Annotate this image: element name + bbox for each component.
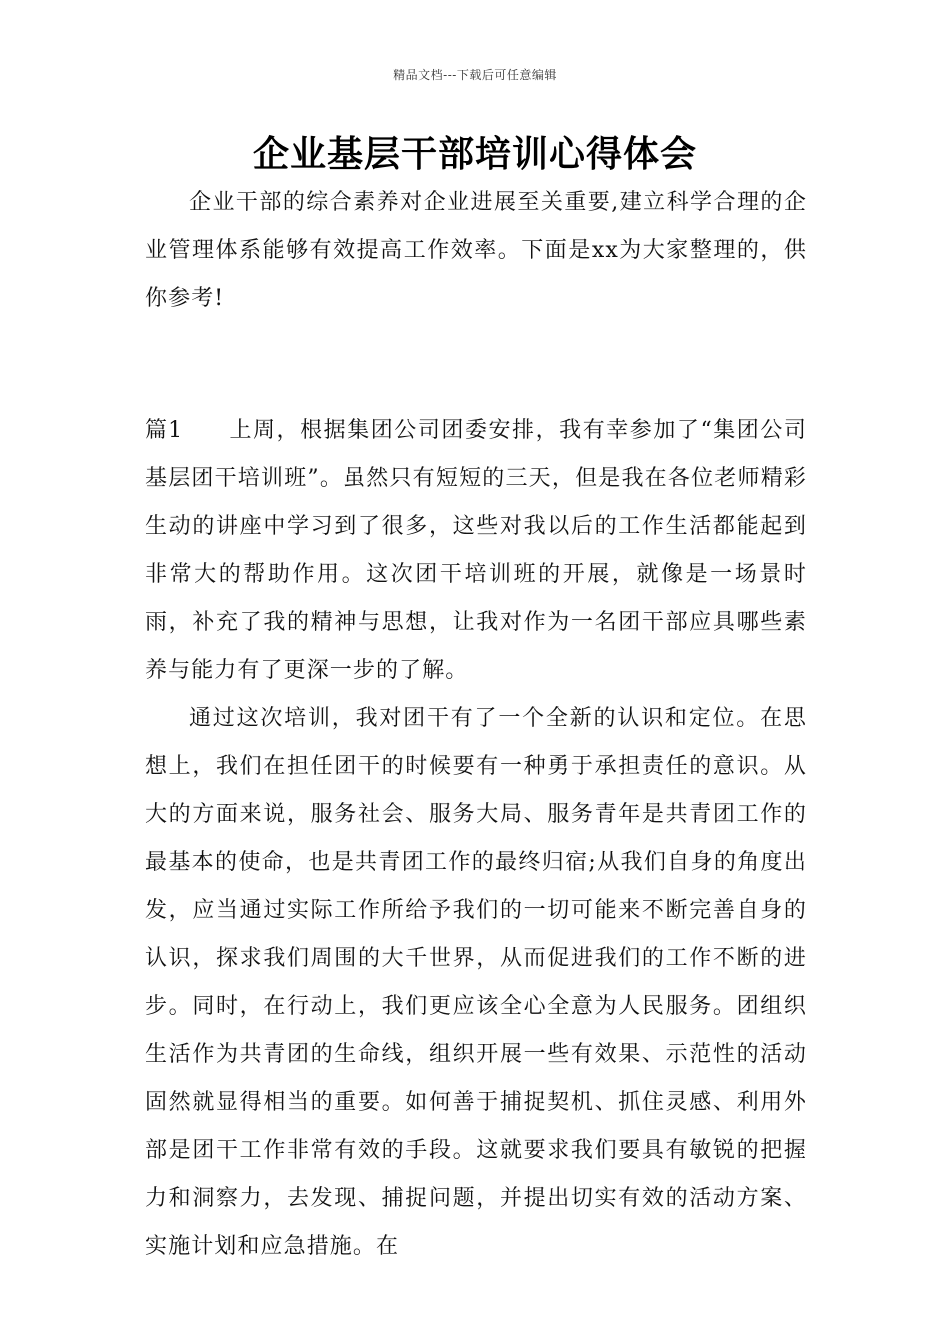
section-paragraph (145, 407, 807, 695)
body-paragraph: 通过这次培训，我对团干有了一个全新的认识和定位。在思想上，我们在担任团干的时候要有一种勇于承担责任的意识。从大的方面来说，服务社会、服务大局、服务青年是共青团工作的最基本的使命，也是共青团工作的最终归宿;从我们自身的角度出发，应当通过实际工作所给予我们的一切可能来不断完善自身的认识，探求我们周围的大千世界，从而促进我们的工作不断的进步。同时，在行动上，我们更应该全心全意为人民服务。团组织生活作为共青团的生命线，组织开展一些有效果、示范性的活动固然就显得相当的重要。如何善于捕捉契机、抓住灵感、利用外部是团干工作非常有效的手段。这就要求我们要具有敏锐的把握力和洞察力，去发现、捕捉问题，并提出切实有效的活动方案、实施计划和应急措施。在 (145, 706, 807, 1259)
section-label: 篇1 (145, 418, 184, 443)
document-body (145, 179, 807, 1271)
document-title: 企业基层干部培训心得体会 (252, 133, 697, 175)
intro-paragraph: 企业干部的综合素养对企业进展至关重要,建立科学合理的企业管理体系能够有效提高工作效率。下面是xx为大家整理的，供你参考! (145, 190, 807, 311)
section-text: 上周，根据集团公司团委安排，我有幸参加了“集团公司基层团干培训班”。虽然只有短短的三天，但是我在各位老师精彩生动的讲座中学习到了很多，这些对我以后的工作生活都能起到非常大的帮助作用。这次团干培训班的开展，就像是一场景时雨，补充了我的精神与思想，让我对作为一名团干部应具哪些素养与能力有了更深一步的了解。 (145, 418, 807, 683)
paragraph-gap (145, 323, 807, 407)
header-note: 精品文档---下载后可任意编辑 (393, 68, 557, 82)
